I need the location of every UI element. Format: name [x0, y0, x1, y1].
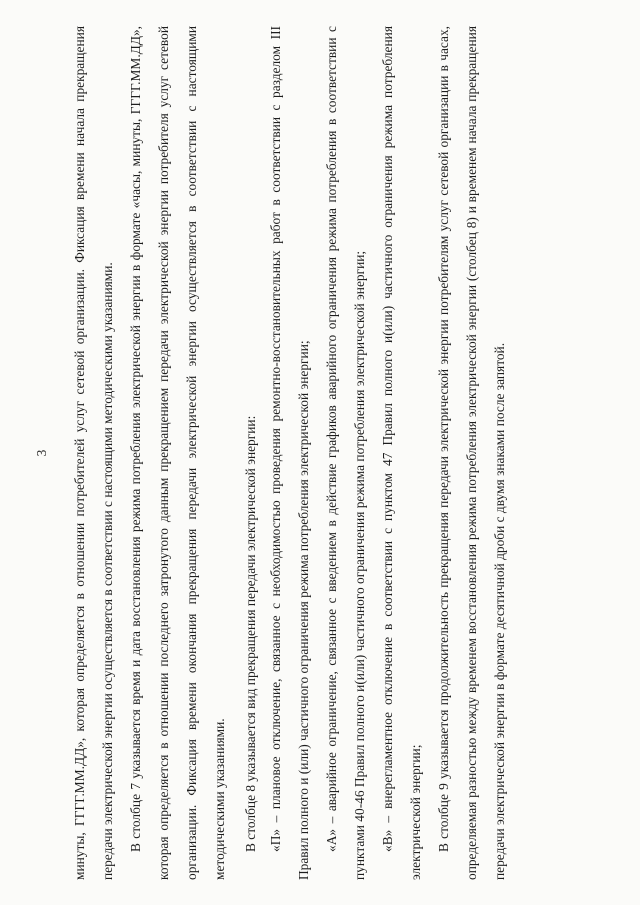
- paragraph-type-a: «А» – аварийное ограничение, связанное с введением в действие графиков аварийного ограничения режима потребления в соответствии с пунктами 40-46 Правил полного и(или) частичного ограничения режима потребления электрической энергии;: [324, 26, 367, 880]
- rotated-text-block: [26, 26, 576, 880]
- paragraph-column-8: В столбце 8 указывается вид прекращения передачи электрической энергии:: [243, 415, 258, 852]
- paragraph-continuation: минуты, ГГГГ.ММ.ДД», которая определяется в отношении потребителей услуг сетевой организации. Фиксация времени начала прекращения передачи электрической энергии осуществляется в соответствии с настоящими методическими указаниями.: [72, 26, 115, 880]
- document-body: [66, 26, 514, 880]
- paragraph-type-p: «П» – плановое отключение, связанное с необходимостью проведения ремонтно-восстановительных работ в соответствии с разделом III Правил полного и (или) частичного ограничения режима потребления электрической энергии;: [268, 26, 311, 880]
- page-number: 3: [34, 449, 49, 457]
- paragraph-type-v: «В» – внерегламентное отключение в соответствии с пунктом 47 Правил полного и(или) частичного ограничения режима потребления электрической энергии;: [380, 26, 423, 880]
- paragraph-column-7: В столбце 7 указывается время и дата восстановления режима потребления электрической энергии в формате «часы, минуты, ГГГГ.ММ.ДД», которая определяется в отношении последнего затронутого данным прекращением передачи электрической энергии потребителя услуг сетевой организации. Фиксация времени окончания прекращения передачи электрической энергии осуществляется в соответствии с настоящими методическими указаниями.: [128, 26, 227, 880]
- paragraph-column-9: В столбце 9 указывается продолжительность прекращения передачи электрической энергии потребителям услуг сетевой организации в часах, определяемая разностью между временем восстановления режима потребления электрической энергии (столбец 8) и временем начала прекращения передачи электрической энергии в формате десятичной дроби с двумя знаками после запятой.: [436, 26, 507, 880]
